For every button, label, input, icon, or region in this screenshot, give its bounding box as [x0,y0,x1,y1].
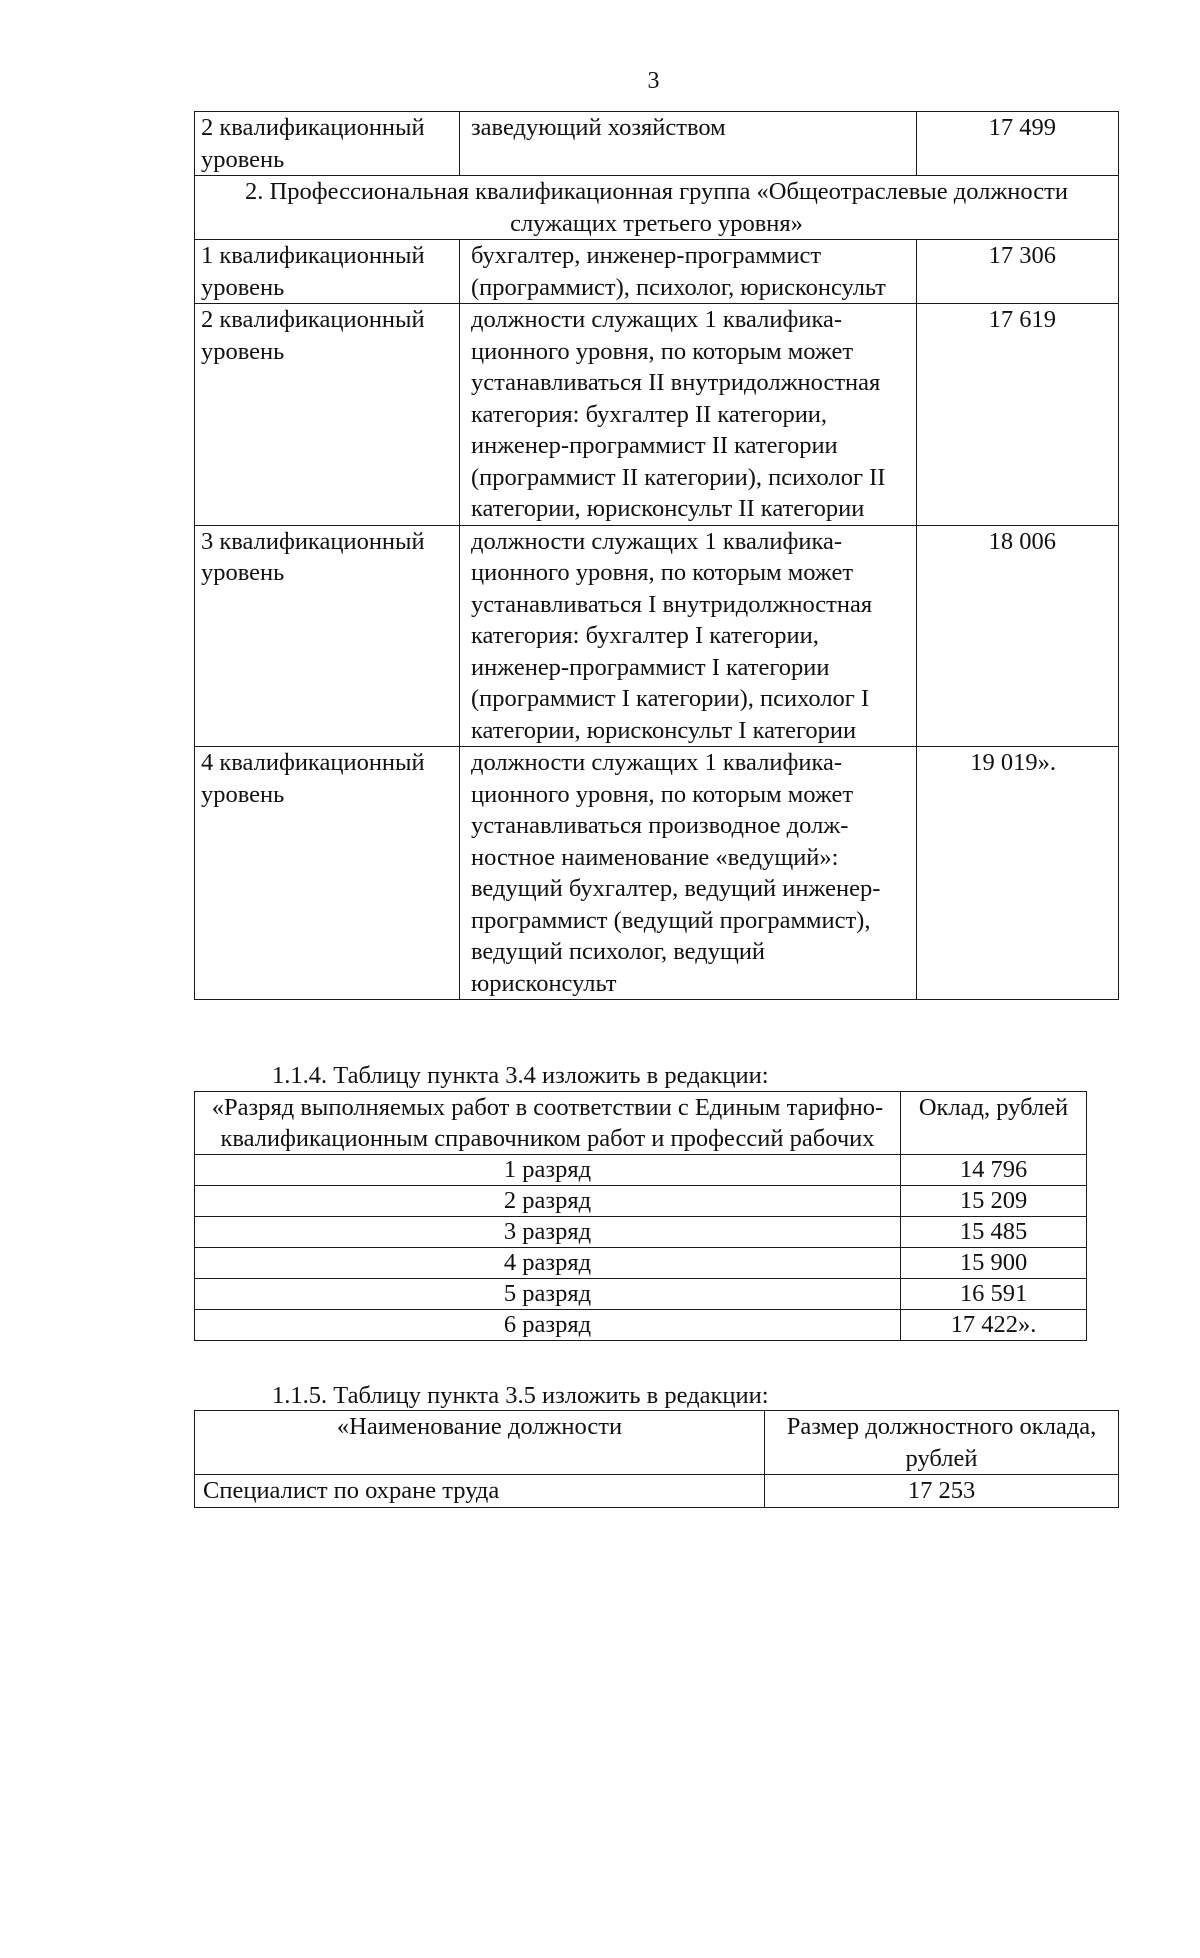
qualification-level-cell: 3 квалификационный уровень [195,525,460,747]
positions-cell: должности служащих 1 квалифика-ционного уровня, по которым может устанавливаться II внутридолжностная категория: бухгалтер II категории, инженер-программист II категории (программист II категории), психолог II категории, юрисконсульт II категории [460,304,917,526]
qualification-level-cell: 1 квалификационный уровень [195,240,460,304]
table-row [195,1155,1087,1186]
grade-cell: 4 разряд [195,1248,901,1279]
grade-cell: 1 разряд [195,1155,901,1186]
salary-cell: 17 619 [917,304,1119,526]
salary-cell: 15 485 [901,1217,1087,1248]
workers-table [194,1091,1087,1341]
table-row [195,304,1119,526]
salary-cell: 17 253 [765,1475,1119,1508]
salary-cell: 16 591 [901,1279,1087,1310]
qualification-level-cell: 4 квалификационный уровень [195,747,460,1000]
salary-cell: 17 499 [917,112,1119,176]
paragraph-1-1-5: 1.1.5. Таблицу пункта 3.5 изложить в редакции: [272,1382,769,1409]
salary-cell: 14 796 [901,1155,1087,1186]
salary-cell: 15 900 [901,1248,1087,1279]
specialist-table [194,1410,1119,1508]
salary-cell: 17 422». [901,1310,1087,1341]
table-row [195,525,1119,747]
grade-cell: 3 разряд [195,1217,901,1248]
salary-column-header: Размер должностного оклада, рублей [765,1411,1119,1475]
table-header-row [195,1092,1087,1155]
salary-cell: 15 209 [901,1186,1087,1217]
grade-cell: 5 разряд [195,1279,901,1310]
paragraph-1-1-4: 1.1.4. Таблицу пункта 3.4 изложить в редакции: [272,1062,769,1089]
table-row [195,240,1119,304]
table-header-row [195,1411,1119,1475]
table-row [195,1248,1087,1279]
page-number: 3 [647,68,660,94]
position-name-cell: Специалист по охране труда [195,1475,765,1508]
positions-cell: должности служащих 1 квалифика-ционного уровня, по которым может устанавливаться I внутридолжностная категория: бухгалтер I категории, инженер-программист I категории (программист I категории), психолог I категории, юрисконсульт I категории [460,525,917,747]
group-title: 2. Профессиональная квалификационная группа «Общеотраслевые должности служащих третьего уровня» [195,176,1119,240]
table-row [195,1186,1087,1217]
group-header-row [195,176,1119,240]
table-row [195,747,1119,1000]
grade-cell: 6 разряд [195,1310,901,1341]
salary-cell: 18 006 [917,525,1119,747]
positions-cell: заведующий хозяйством [460,112,917,176]
salary-cell: 17 306 [917,240,1119,304]
table-row [195,1217,1087,1248]
qualification-level-cell: 2 квалификационный уровень [195,304,460,526]
positions-cell: должности служащих 1 квалифика-ционного уровня, по которым может устанавливаться производное долж-ностное наименование «ведущий»: ведущий бухгалтер, ведущий инженер-программист (ведущий программист), ведущий психолог, ведущий юрисконсульт [460,747,917,1000]
table-row [195,112,1119,176]
qualification-level-cell: 2 квалификационный уровень [195,112,460,176]
salary-cell: 19 019». [917,747,1119,1000]
grade-cell: 2 разряд [195,1186,901,1217]
table-row [195,1279,1087,1310]
positions-cell: бухгалтер, инженер-программист (программист), психолог, юрисконсульт [460,240,917,304]
positions-table [194,111,1119,1000]
table-row [195,1475,1119,1508]
salary-column-header: Оклад, рублей [901,1092,1087,1155]
table-row [195,1310,1087,1341]
grade-column-header: «Разряд выполняемых работ в соответствии с Единым тарифно-квалификационным справочником работ и профессий рабочих [195,1092,901,1155]
position-name-header: «Наименование должности [195,1411,765,1475]
